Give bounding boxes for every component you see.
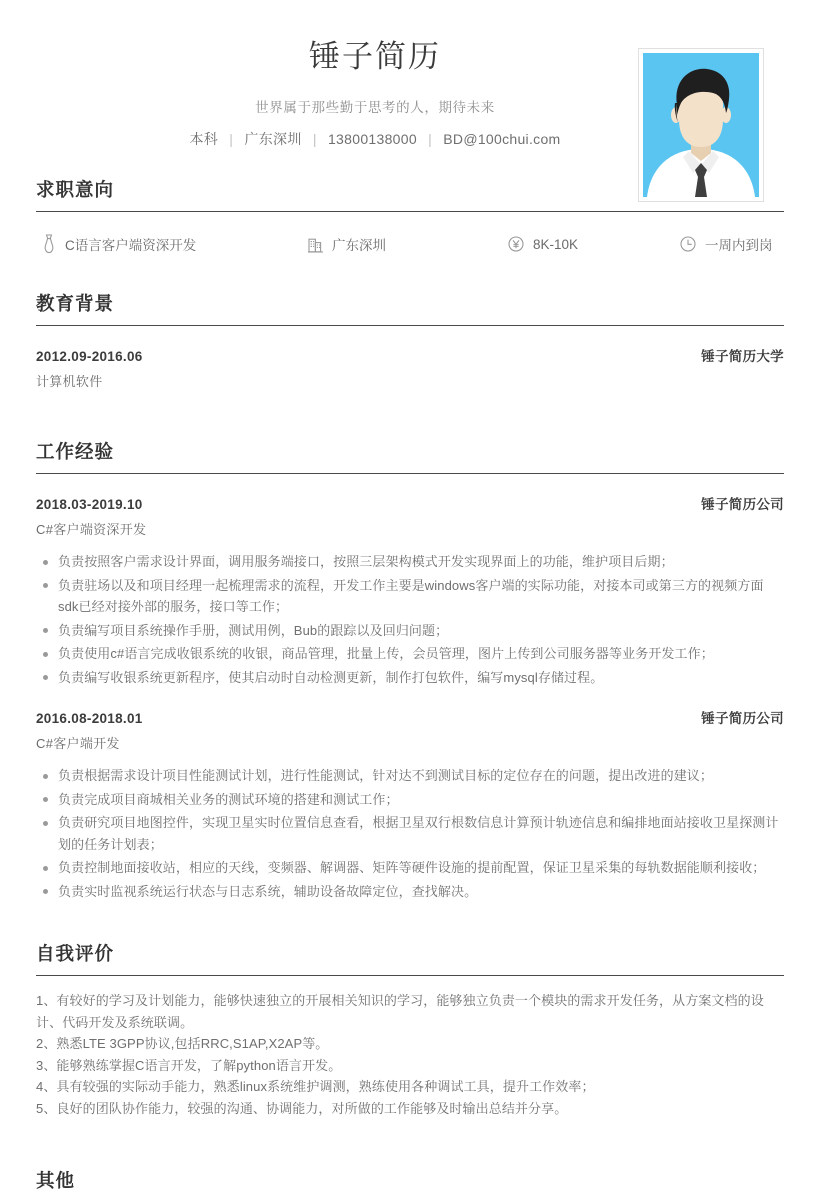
evaluation-line: 3、能够熟练掌握C语言开发，了解python语言开发。	[36, 1057, 342, 1073]
section-title-intention: 求职意向	[36, 179, 115, 200]
list-item: 负责使用c#语言完成收银系统的收银，商品管理，批量上传，会员管理，图片上传到公司服务器等业务开发工作；	[36, 643, 784, 665]
intent-availability	[680, 234, 784, 254]
contact-email: BD@100chui.com	[443, 130, 561, 147]
avatar-image	[643, 53, 759, 197]
resume-header	[36, 0, 784, 170]
section-education	[36, 290, 784, 390]
entry-header	[36, 707, 784, 727]
intent-location	[308, 234, 508, 254]
evaluation-line: 1、有较好的学习及计划能力，能够快速独立的开展相关知识的学习，能够独立负责一个模块的需求开发任务，从方案文档的设计、代码开发及系统联调。	[36, 993, 764, 1030]
list-item: 负责驻场以及和项目经理一起梳理需求的流程，开发工作主要是windows客户端的实际功能，对接本司或第三方的视频方面sdk已经对接外部的服务，接口等工作；	[36, 575, 784, 618]
list-item: 负责编写项目系统操作手册，测试用例，Bub的跟踪以及回归问题；	[36, 620, 784, 642]
work-role: C#客户端资深开发	[36, 522, 147, 537]
contact-location: 广东深圳	[244, 130, 302, 147]
section-divider	[36, 975, 784, 976]
evaluation-line: 5、良好的团队协作能力，较强的沟通、协调能力，对所做的工作能够及时输出总结并分享。	[36, 1100, 568, 1116]
work-company: 锤子简历公司	[701, 711, 784, 726]
intent-salary	[508, 236, 680, 252]
clock-icon	[680, 236, 696, 252]
section-evaluation	[36, 940, 784, 1119]
education-major: 计算机软件	[36, 374, 103, 389]
entry-header	[36, 493, 784, 513]
spacer	[36, 264, 784, 284]
education-school: 锤子简历大学	[701, 349, 784, 364]
intent-availability-value: 一周内到岗	[705, 238, 773, 253]
section-title-other: 其他	[36, 1170, 76, 1191]
spacer	[36, 1149, 784, 1161]
section-title-evaluation: 自我评价	[36, 943, 115, 964]
intent-position	[36, 234, 308, 254]
section-divider	[36, 211, 784, 212]
contact-separator: |	[312, 130, 317, 147]
header-slogan: 世界属于那些勤于思考的人，期待未来	[255, 99, 495, 115]
intention-row	[36, 234, 784, 264]
spacer	[36, 904, 784, 934]
intent-position-value: C语言客户端资深开发	[65, 238, 197, 253]
contact-line	[36, 129, 714, 149]
list-item: 负责按照客户需求设计界面，调用服务端接口，按照三层架构模式开发实现界面上的功能，维护项目后期；	[36, 551, 784, 573]
evaluation-list	[36, 990, 784, 1119]
building-icon	[308, 236, 323, 253]
education-entry	[36, 345, 784, 390]
section-title-education: 教育背景	[36, 293, 115, 314]
salary-icon	[508, 236, 524, 252]
entry-header	[36, 345, 784, 365]
contact-separator: |	[229, 130, 234, 147]
section-title-work: 工作经验	[36, 441, 115, 462]
work-entry	[36, 493, 784, 688]
evaluation-line: 2、熟悉LTE 3GPP协议,包括RRC,S1AP,X2AP等。	[36, 1036, 329, 1051]
contact-phone: 13800138000	[327, 130, 417, 147]
section-other	[36, 1167, 784, 1202]
page-title: 锤子简历	[309, 39, 441, 74]
intent-salary-value: 8K-10K	[533, 236, 579, 252]
list-item: 负责编写收银系统更新程序，使其启动时自动检测更新，制作打包软件，编写mysql存储过程。	[36, 667, 784, 689]
education-date: 2012.09-2016.06	[36, 349, 143, 364]
work-bullet-list	[36, 551, 784, 688]
avatar	[638, 48, 764, 202]
tie-icon	[42, 234, 56, 254]
work-date: 2018.03-2019.10	[36, 497, 143, 512]
evaluation-line: 4、具有较强的实际动手能力，熟悉linux系统维护调测，熟练使用各种调试工具，提升工作效率；	[36, 1079, 595, 1094]
list-item: 负责实时监视系统运行状态与日志系统，辅助设备故障定位，查找解决。	[36, 881, 784, 903]
work-role: C#客户端开发	[36, 736, 120, 751]
spacer	[36, 420, 784, 432]
list-item: 负责根据需求设计项目性能测试计划，进行性能测试，针对达不到测试目标的定位存在的问题，提出改进的建议；	[36, 765, 784, 787]
section-work	[36, 438, 784, 902]
work-entry	[36, 707, 784, 902]
spacer	[36, 1119, 784, 1149]
spacer	[36, 390, 784, 420]
contact-education: 本科	[189, 130, 219, 147]
work-company: 锤子简历公司	[701, 497, 784, 512]
section-divider	[36, 473, 784, 474]
list-item: 负责控制地面接收站，相应的天线，变频器、解调器、矩阵等硬件设施的提前配置，保证卫星采集的每轨数据能顺利接收；	[36, 857, 784, 879]
contact-separator: |	[428, 130, 433, 147]
intent-location-value: 广东深圳	[332, 238, 386, 253]
list-item: 负责研究项目地图控件，实现卫星实时位置信息查看，根据卫星双行根数信息计算预计轨迹信息和编排地面站接收卫星探测计划的任务计划表；	[36, 812, 784, 855]
avatar-illustration	[643, 53, 759, 197]
section-divider	[36, 325, 784, 326]
list-item: 负责完成项目商城相关业务的测试环境的搭建和测试工作；	[36, 789, 784, 811]
work-bullet-list	[36, 765, 784, 902]
work-date: 2016.08-2018.01	[36, 711, 143, 726]
